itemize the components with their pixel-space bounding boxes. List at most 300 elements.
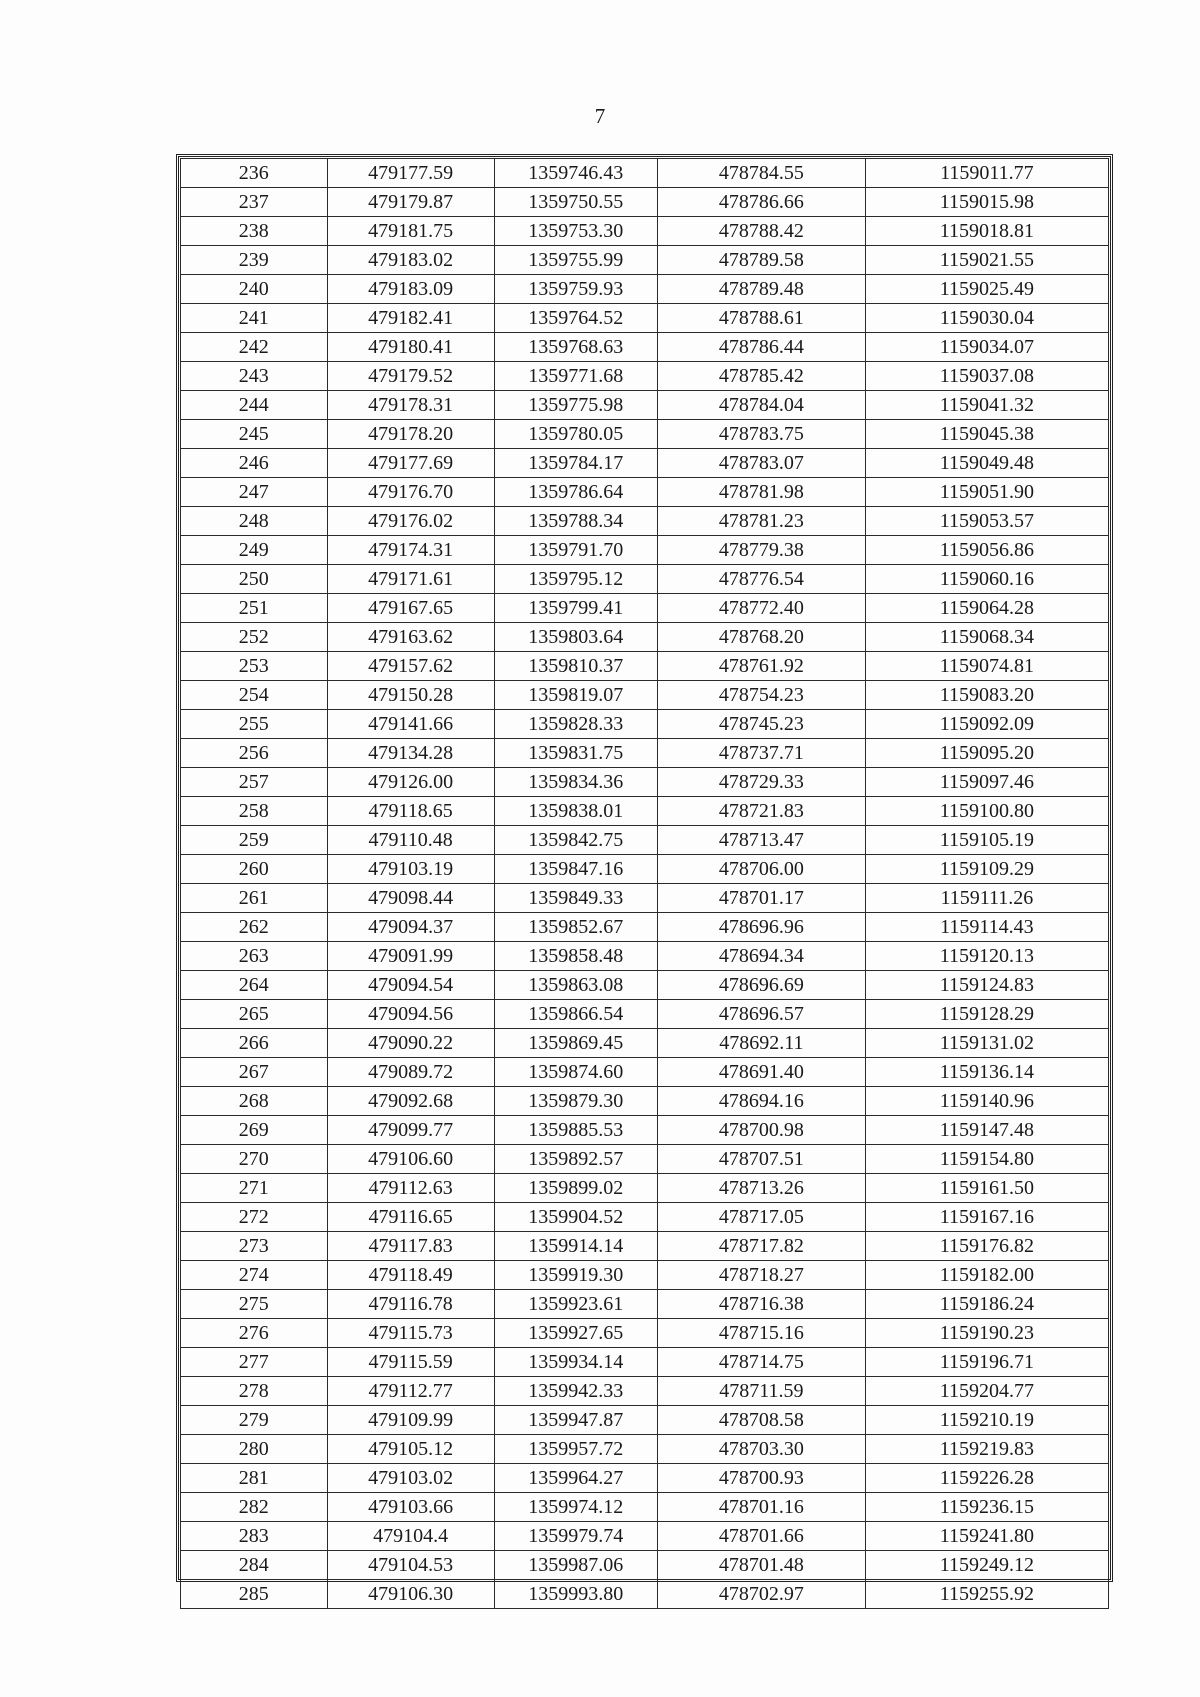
y2-cell: 1159120.13 [865, 942, 1108, 971]
table-row [181, 1087, 1109, 1116]
y2-cell: 1159100.80 [865, 797, 1108, 826]
x1-cell: 479116.78 [327, 1290, 494, 1319]
coordinate-table-body [181, 159, 1109, 1609]
x1-cell: 479110.48 [327, 826, 494, 855]
x1-cell: 479116.65 [327, 1203, 494, 1232]
y2-cell: 1159074.81 [865, 652, 1108, 681]
x1-cell: 479094.56 [327, 1000, 494, 1029]
y2-cell: 1159041.32 [865, 391, 1108, 420]
point-number-cell: 242 [181, 333, 328, 362]
y2-cell: 1159182.00 [865, 1261, 1108, 1290]
x2-cell: 478776.54 [657, 565, 865, 594]
y1-cell: 1359842.75 [494, 826, 657, 855]
x1-cell: 479103.66 [327, 1493, 494, 1522]
y1-cell: 1359780.05 [494, 420, 657, 449]
x2-cell: 478761.92 [657, 652, 865, 681]
x1-cell: 479092.68 [327, 1087, 494, 1116]
point-number-cell: 256 [181, 739, 328, 768]
y2-cell: 1159226.28 [865, 1464, 1108, 1493]
y1-cell: 1359942.33 [494, 1377, 657, 1406]
point-number-cell: 283 [181, 1522, 328, 1551]
x1-cell: 479112.63 [327, 1174, 494, 1203]
x1-cell: 479099.77 [327, 1116, 494, 1145]
point-number-cell: 236 [181, 159, 328, 188]
x1-cell: 479104.4 [327, 1522, 494, 1551]
table-row [181, 652, 1109, 681]
x2-cell: 478692.11 [657, 1029, 865, 1058]
x2-cell: 478716.38 [657, 1290, 865, 1319]
y1-cell: 1359828.33 [494, 710, 657, 739]
x2-cell: 478700.98 [657, 1116, 865, 1145]
x2-cell: 478717.05 [657, 1203, 865, 1232]
y2-cell: 1159011.77 [865, 159, 1108, 188]
table-row [181, 478, 1109, 507]
point-number-cell: 255 [181, 710, 328, 739]
y2-cell: 1159196.71 [865, 1348, 1108, 1377]
x1-cell: 479134.28 [327, 739, 494, 768]
y1-cell: 1359803.64 [494, 623, 657, 652]
point-number-cell: 253 [181, 652, 328, 681]
y2-cell: 1159109.29 [865, 855, 1108, 884]
point-number-cell: 265 [181, 1000, 328, 1029]
x2-cell: 478783.75 [657, 420, 865, 449]
y1-cell: 1359795.12 [494, 565, 657, 594]
table-row [181, 536, 1109, 565]
x2-cell: 478714.75 [657, 1348, 865, 1377]
x2-cell: 478729.33 [657, 768, 865, 797]
y1-cell: 1359919.30 [494, 1261, 657, 1290]
point-number-cell: 275 [181, 1290, 328, 1319]
x1-cell: 479180.41 [327, 333, 494, 362]
x1-cell: 479089.72 [327, 1058, 494, 1087]
y2-cell: 1159049.48 [865, 449, 1108, 478]
y2-cell: 1159111.26 [865, 884, 1108, 913]
table-row [181, 188, 1109, 217]
y1-cell: 1359834.36 [494, 768, 657, 797]
y1-cell: 1359974.12 [494, 1493, 657, 1522]
table-row [181, 362, 1109, 391]
page-number: 7 [594, 104, 606, 128]
table-row [181, 768, 1109, 797]
point-number-cell: 246 [181, 449, 328, 478]
point-number-cell: 278 [181, 1377, 328, 1406]
table-row [181, 420, 1109, 449]
y2-cell: 1159236.15 [865, 1493, 1108, 1522]
x2-cell: 478707.51 [657, 1145, 865, 1174]
point-number-cell: 274 [181, 1261, 328, 1290]
x2-cell: 478701.48 [657, 1551, 865, 1580]
y2-cell: 1159249.12 [865, 1551, 1108, 1580]
y2-cell: 1159045.38 [865, 420, 1108, 449]
y2-cell: 1159056.86 [865, 536, 1108, 565]
y2-cell: 1159147.48 [865, 1116, 1108, 1145]
y2-cell: 1159025.49 [865, 275, 1108, 304]
x1-cell: 479106.60 [327, 1145, 494, 1174]
table-row [181, 507, 1109, 536]
point-number-cell: 270 [181, 1145, 328, 1174]
y2-cell: 1159186.24 [865, 1290, 1108, 1319]
y2-cell: 1159105.19 [865, 826, 1108, 855]
point-number-cell: 263 [181, 942, 328, 971]
y2-cell: 1159064.28 [865, 594, 1108, 623]
x1-cell: 479183.02 [327, 246, 494, 275]
x2-cell: 478784.55 [657, 159, 865, 188]
table-row [181, 304, 1109, 333]
x1-cell: 479115.73 [327, 1319, 494, 1348]
x1-cell: 479171.61 [327, 565, 494, 594]
point-number-cell: 268 [181, 1087, 328, 1116]
x1-cell: 479126.00 [327, 768, 494, 797]
y1-cell: 1359923.61 [494, 1290, 657, 1319]
table-row [181, 1551, 1109, 1580]
point-number-cell: 276 [181, 1319, 328, 1348]
table-row [181, 1377, 1109, 1406]
y2-cell: 1159037.08 [865, 362, 1108, 391]
x1-cell: 479112.77 [327, 1377, 494, 1406]
x2-cell: 478788.42 [657, 217, 865, 246]
y2-cell: 1159034.07 [865, 333, 1108, 362]
x2-cell: 478721.83 [657, 797, 865, 826]
x2-cell: 478786.66 [657, 188, 865, 217]
point-number-cell: 262 [181, 913, 328, 942]
y2-cell: 1159161.50 [865, 1174, 1108, 1203]
point-number-cell: 273 [181, 1232, 328, 1261]
x1-cell: 479094.37 [327, 913, 494, 942]
point-number-cell: 251 [181, 594, 328, 623]
x1-cell: 479091.99 [327, 942, 494, 971]
x1-cell: 479104.53 [327, 1551, 494, 1580]
y2-cell: 1159219.83 [865, 1435, 1108, 1464]
x2-cell: 478696.57 [657, 1000, 865, 1029]
x1-cell: 479157.62 [327, 652, 494, 681]
y1-cell: 1359788.34 [494, 507, 657, 536]
y1-cell: 1359979.74 [494, 1522, 657, 1551]
x1-cell: 479183.09 [327, 275, 494, 304]
table-row [181, 1261, 1109, 1290]
y1-cell: 1359914.14 [494, 1232, 657, 1261]
y1-cell: 1359957.72 [494, 1435, 657, 1464]
table-row [181, 1029, 1109, 1058]
point-number-cell: 238 [181, 217, 328, 246]
x2-cell: 478784.04 [657, 391, 865, 420]
point-number-cell: 249 [181, 536, 328, 565]
x1-cell: 479090.22 [327, 1029, 494, 1058]
x1-cell: 479176.70 [327, 478, 494, 507]
y2-cell: 1159053.57 [865, 507, 1108, 536]
x2-cell: 478703.30 [657, 1435, 865, 1464]
y2-cell: 1159021.55 [865, 246, 1108, 275]
x2-cell: 478737.71 [657, 739, 865, 768]
table-row [181, 913, 1109, 942]
y1-cell: 1359892.57 [494, 1145, 657, 1174]
point-number-cell: 239 [181, 246, 328, 275]
y1-cell: 1359746.43 [494, 159, 657, 188]
x1-cell: 479106.30 [327, 1580, 494, 1609]
x1-cell: 479103.19 [327, 855, 494, 884]
point-number-cell: 264 [181, 971, 328, 1000]
table-row [181, 884, 1109, 913]
table-row [181, 217, 1109, 246]
y2-cell: 1159124.83 [865, 971, 1108, 1000]
x2-cell: 478745.23 [657, 710, 865, 739]
y1-cell: 1359831.75 [494, 739, 657, 768]
x1-cell: 479117.83 [327, 1232, 494, 1261]
x2-cell: 478783.07 [657, 449, 865, 478]
table-row [181, 739, 1109, 768]
y1-cell: 1359838.01 [494, 797, 657, 826]
x1-cell: 479105.12 [327, 1435, 494, 1464]
y1-cell: 1359863.08 [494, 971, 657, 1000]
table-row [181, 565, 1109, 594]
x2-cell: 478789.48 [657, 275, 865, 304]
y2-cell: 1159128.29 [865, 1000, 1108, 1029]
table-row [181, 1435, 1109, 1464]
table-row [181, 246, 1109, 275]
y1-cell: 1359750.55 [494, 188, 657, 217]
y1-cell: 1359947.87 [494, 1406, 657, 1435]
table-row [181, 1522, 1109, 1551]
y2-cell: 1159154.80 [865, 1145, 1108, 1174]
x2-cell: 478701.16 [657, 1493, 865, 1522]
point-number-cell: 247 [181, 478, 328, 507]
y2-cell: 1159030.04 [865, 304, 1108, 333]
y1-cell: 1359993.80 [494, 1580, 657, 1609]
x1-cell: 479109.99 [327, 1406, 494, 1435]
x2-cell: 478789.58 [657, 246, 865, 275]
y2-cell: 1159095.20 [865, 739, 1108, 768]
x2-cell: 478754.23 [657, 681, 865, 710]
y1-cell: 1359927.65 [494, 1319, 657, 1348]
y2-cell: 1159140.96 [865, 1087, 1108, 1116]
x2-cell: 478711.59 [657, 1377, 865, 1406]
x1-cell: 479174.31 [327, 536, 494, 565]
table-row [181, 275, 1109, 304]
x2-cell: 478708.58 [657, 1406, 865, 1435]
x1-cell: 479178.31 [327, 391, 494, 420]
table-row [181, 1319, 1109, 1348]
y1-cell: 1359858.48 [494, 942, 657, 971]
y2-cell: 1159060.16 [865, 565, 1108, 594]
table-row [181, 826, 1109, 855]
y1-cell: 1359874.60 [494, 1058, 657, 1087]
table-row [181, 333, 1109, 362]
point-number-cell: 279 [181, 1406, 328, 1435]
coordinate-table-frame [176, 154, 1113, 1605]
table-row [181, 1290, 1109, 1319]
y2-cell: 1159083.20 [865, 681, 1108, 710]
table-row [181, 1203, 1109, 1232]
table-row [181, 1464, 1109, 1493]
table-row [181, 449, 1109, 478]
point-number-cell: 254 [181, 681, 328, 710]
point-number-cell: 272 [181, 1203, 328, 1232]
point-number-cell: 267 [181, 1058, 328, 1087]
y1-cell: 1359755.99 [494, 246, 657, 275]
y2-cell: 1159018.81 [865, 217, 1108, 246]
x2-cell: 478713.47 [657, 826, 865, 855]
x2-cell: 478786.44 [657, 333, 865, 362]
x2-cell: 478785.42 [657, 362, 865, 391]
point-number-cell: 252 [181, 623, 328, 652]
y2-cell: 1159210.19 [865, 1406, 1108, 1435]
point-number-cell: 245 [181, 420, 328, 449]
x2-cell: 478694.34 [657, 942, 865, 971]
point-number-cell: 258 [181, 797, 328, 826]
point-number-cell: 271 [181, 1174, 328, 1203]
y2-cell: 1159097.46 [865, 768, 1108, 797]
x2-cell: 478696.96 [657, 913, 865, 942]
y1-cell: 1359784.17 [494, 449, 657, 478]
table-row [181, 942, 1109, 971]
y2-cell: 1159190.23 [865, 1319, 1108, 1348]
y1-cell: 1359987.06 [494, 1551, 657, 1580]
y1-cell: 1359819.07 [494, 681, 657, 710]
x2-cell: 478718.27 [657, 1261, 865, 1290]
x1-cell: 479179.87 [327, 188, 494, 217]
x1-cell: 479118.49 [327, 1261, 494, 1290]
y1-cell: 1359849.33 [494, 884, 657, 913]
table-row [181, 971, 1109, 1000]
y2-cell: 1159136.14 [865, 1058, 1108, 1087]
table-row [181, 681, 1109, 710]
x1-cell: 479094.54 [327, 971, 494, 1000]
table-row [181, 1493, 1109, 1522]
x1-cell: 479177.69 [327, 449, 494, 478]
table-row [181, 594, 1109, 623]
table-row [181, 710, 1109, 739]
point-number-cell: 280 [181, 1435, 328, 1464]
table-row [181, 1406, 1109, 1435]
y1-cell: 1359852.67 [494, 913, 657, 942]
point-number-cell: 259 [181, 826, 328, 855]
table-row [181, 623, 1109, 652]
table-row [181, 797, 1109, 826]
x1-cell: 479103.02 [327, 1464, 494, 1493]
x2-cell: 478700.93 [657, 1464, 865, 1493]
x1-cell: 479118.65 [327, 797, 494, 826]
table-row [181, 1580, 1109, 1609]
table-row [181, 855, 1109, 884]
y1-cell: 1359764.52 [494, 304, 657, 333]
y1-cell: 1359904.52 [494, 1203, 657, 1232]
y1-cell: 1359753.30 [494, 217, 657, 246]
x2-cell: 478691.40 [657, 1058, 865, 1087]
y2-cell: 1159015.98 [865, 188, 1108, 217]
point-number-cell: 244 [181, 391, 328, 420]
x2-cell: 478779.38 [657, 536, 865, 565]
point-number-cell: 248 [181, 507, 328, 536]
table-row [181, 1000, 1109, 1029]
table-row [181, 1058, 1109, 1087]
x2-cell: 478696.69 [657, 971, 865, 1000]
x2-cell: 478701.66 [657, 1522, 865, 1551]
y1-cell: 1359775.98 [494, 391, 657, 420]
point-number-cell: 261 [181, 884, 328, 913]
point-number-cell: 260 [181, 855, 328, 884]
x1-cell: 479150.28 [327, 681, 494, 710]
y1-cell: 1359768.63 [494, 333, 657, 362]
y1-cell: 1359810.37 [494, 652, 657, 681]
point-number-cell: 282 [181, 1493, 328, 1522]
x2-cell: 478768.20 [657, 623, 865, 652]
point-number-cell: 241 [181, 304, 328, 333]
x1-cell: 479098.44 [327, 884, 494, 913]
x1-cell: 479176.02 [327, 507, 494, 536]
x2-cell: 478713.26 [657, 1174, 865, 1203]
y1-cell: 1359791.70 [494, 536, 657, 565]
y2-cell: 1159255.92 [865, 1580, 1108, 1609]
x2-cell: 478715.16 [657, 1319, 865, 1348]
table-row [181, 1116, 1109, 1145]
point-number-cell: 284 [181, 1551, 328, 1580]
point-number-cell: 266 [181, 1029, 328, 1058]
point-number-cell: 243 [181, 362, 328, 391]
x2-cell: 478694.16 [657, 1087, 865, 1116]
y1-cell: 1359879.30 [494, 1087, 657, 1116]
y1-cell: 1359964.27 [494, 1464, 657, 1493]
table-row [181, 1348, 1109, 1377]
x2-cell: 478717.82 [657, 1232, 865, 1261]
y1-cell: 1359786.64 [494, 478, 657, 507]
y1-cell: 1359899.02 [494, 1174, 657, 1203]
point-number-cell: 277 [181, 1348, 328, 1377]
x1-cell: 479115.59 [327, 1348, 494, 1377]
x2-cell: 478772.40 [657, 594, 865, 623]
x2-cell: 478701.17 [657, 884, 865, 913]
y2-cell: 1159241.80 [865, 1522, 1108, 1551]
x1-cell: 479141.66 [327, 710, 494, 739]
point-number-cell: 257 [181, 768, 328, 797]
y1-cell: 1359771.68 [494, 362, 657, 391]
x2-cell: 478781.23 [657, 507, 865, 536]
x1-cell: 479167.65 [327, 594, 494, 623]
x2-cell: 478781.98 [657, 478, 865, 507]
y1-cell: 1359847.16 [494, 855, 657, 884]
point-number-cell: 281 [181, 1464, 328, 1493]
x2-cell: 478788.61 [657, 304, 865, 333]
y2-cell: 1159204.77 [865, 1377, 1108, 1406]
y1-cell: 1359866.54 [494, 1000, 657, 1029]
point-number-cell: 240 [181, 275, 328, 304]
x1-cell: 479179.52 [327, 362, 494, 391]
x1-cell: 479163.62 [327, 623, 494, 652]
table-row [181, 1174, 1109, 1203]
y1-cell: 1359799.41 [494, 594, 657, 623]
y2-cell: 1159051.90 [865, 478, 1108, 507]
point-number-cell: 285 [181, 1580, 328, 1609]
table-row [181, 159, 1109, 188]
table-row [181, 391, 1109, 420]
point-number-cell: 237 [181, 188, 328, 217]
x1-cell: 479177.59 [327, 159, 494, 188]
table-row [181, 1145, 1109, 1174]
y1-cell: 1359885.53 [494, 1116, 657, 1145]
y2-cell: 1159068.34 [865, 623, 1108, 652]
x2-cell: 478706.00 [657, 855, 865, 884]
x1-cell: 479181.75 [327, 217, 494, 246]
y2-cell: 1159176.82 [865, 1232, 1108, 1261]
y2-cell: 1159131.02 [865, 1029, 1108, 1058]
y1-cell: 1359934.14 [494, 1348, 657, 1377]
x2-cell: 478702.97 [657, 1580, 865, 1609]
x1-cell: 479178.20 [327, 420, 494, 449]
y2-cell: 1159092.09 [865, 710, 1108, 739]
x1-cell: 479182.41 [327, 304, 494, 333]
table-row [181, 1232, 1109, 1261]
y2-cell: 1159114.43 [865, 913, 1108, 942]
coordinate-table [180, 158, 1109, 1609]
point-number-cell: 250 [181, 565, 328, 594]
